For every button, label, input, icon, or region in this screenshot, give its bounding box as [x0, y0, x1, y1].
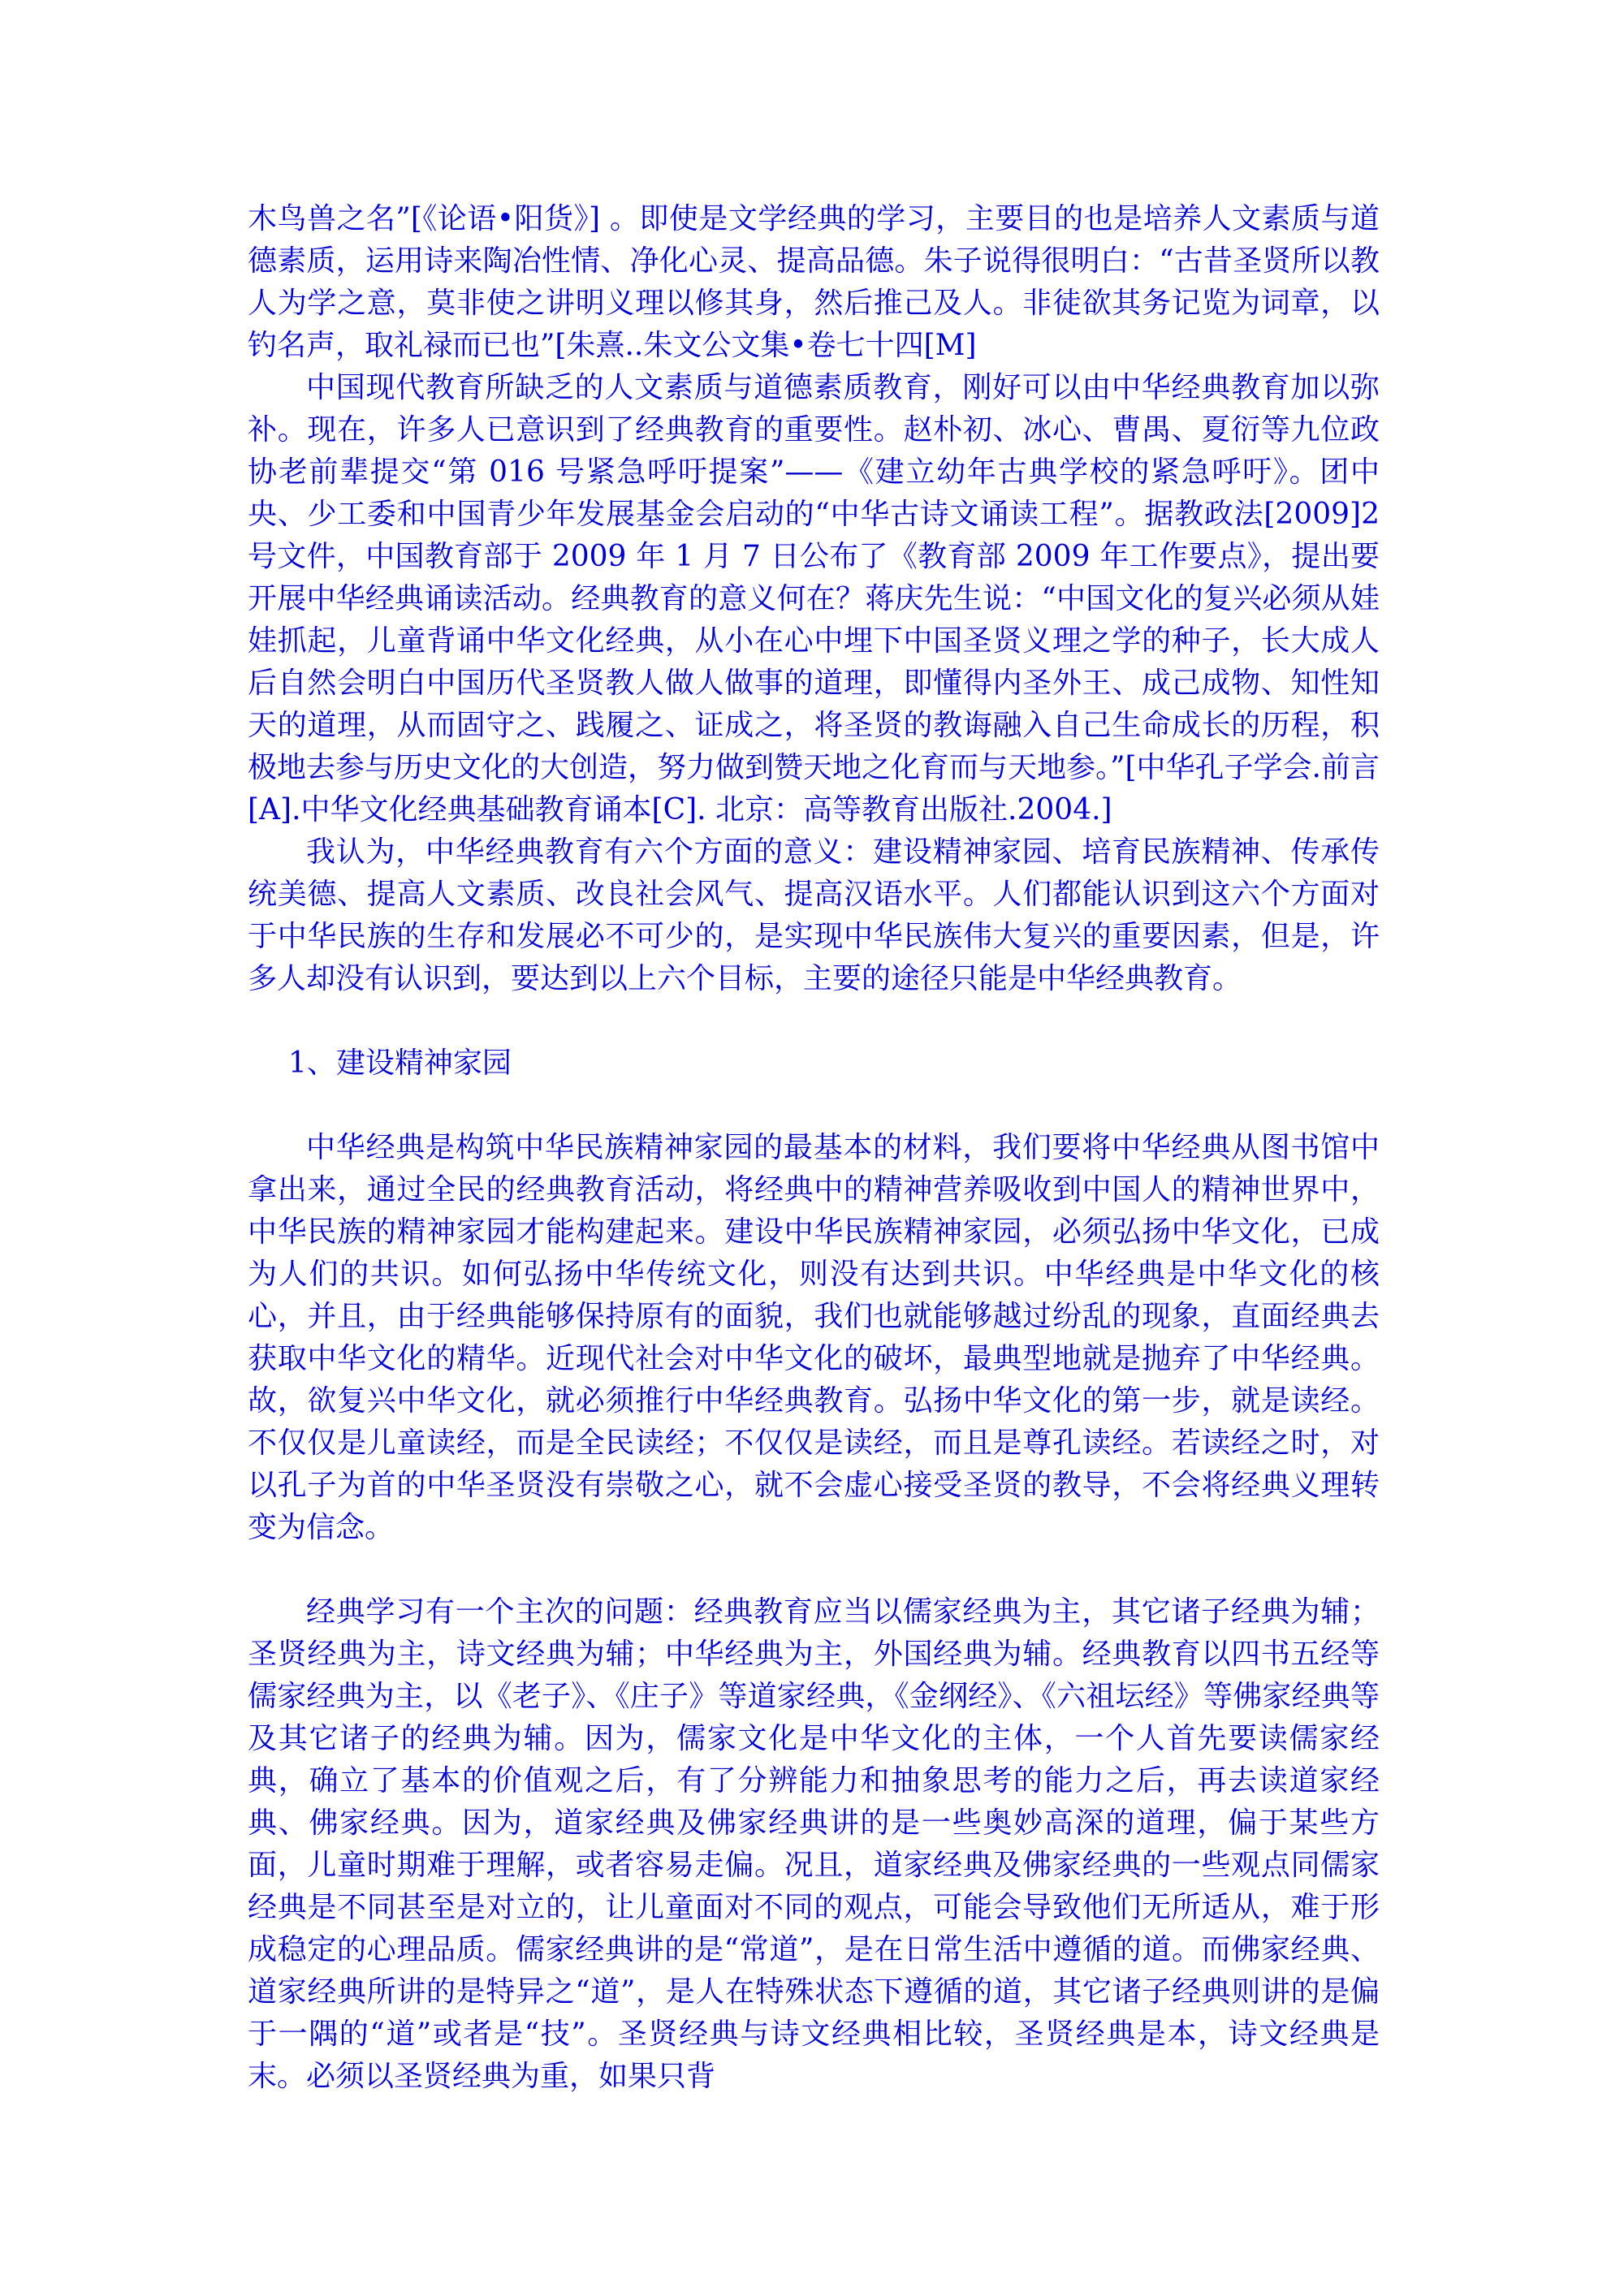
paragraph-continued: 木鸟兽之名”[《论语•阳货》] 。即使是文学经典的学习，主要目的也是培养人文素质与道德素质，运用诗来陶冶性情、净化心灵、提高品德。朱子说得很明白：“古昔圣贤所以教人为学之意，莫非使之讲明义理以修其身，然后推己及人。非徒欲其务记览为词章，以钓名声，取礼禄而已也”[朱熹..朱文公文集•卷七十四[M]	[248, 202, 1380, 362]
paragraph: 经典学习有一个主次的问题：经典教育应当以儒家经典为主，其它诸子经典为辅；圣贤经典为主，诗文经典为辅；中华经典为主，外国经典为辅。经典教育以四书五经等儒家经典为主，以《老子》、《庄子》等道家经典，《金纲经》、《六祖坛经》等佛家经典等及其它诸子的经典为辅。因为，儒家文化是中华文化的主体，一个人首先要读儒家经典，确立了基本的价值观之后，有了分辨能力和抽象思考的能力之后，再去读道家经典、佛家经典。因为，道家经典及佛家经典讲的是一些奥妙高深的道理，偏于某些方面，儿童时期难于理解，或者容易走偏。况且，道家经典及佛家经典的一些观点同儒家经典是不同甚至是对立的，让儿童面对不同的观点，可能会导致他们无所适从，难于形成稳定的心理品质。儒家经典讲的是“常道”，是在日常生活中遵循的道。而佛家经典、道家经典所讲的是特异之“道”，是人在特殊状态下遵循的道，其它诸子经典则讲的是偏于一隅的“道”或者是“技”。圣贤经典与诗文经典相比较，圣贤经典是本，诗文经典是末。必须以圣贤经典为重，如果只背	[248, 1595, 1380, 2093]
paragraph: 中华经典是构筑中华民族精神家园的最基本的材料，我们要将中华经典从图书馆中拿出来，通过全民的经典教育活动，将经典中的精神营养吸收到中国人的精神世界中，中华民族的精神家园才能构建起来。建设中华民族精神家园，必须弘扬中华文化，已成为人们的共识。如何弘扬中华传统文化，则没有达到共识。中华经典是中华文化的核心，并且，由于经典能够保持原有的面貌，我们也就能够越过纷乱的现象，直面经典去获取中华文化的精华。近现代社会对中华文化的破坏，最典型地就是抛弃了中华经典。故，欲复兴中华文化，就必须推行中华经典教育。弘扬中华文化的第一步，就是读经。不仅仅是儿童读经，而是全民读经；不仅仅是读经，而且是尊孔读经。若读经之时，对以孔子为首的中华圣贤没有崇敬之心，就不会虚心接受圣贤的教导，不会将经典义理转变为信念。	[248, 1131, 1380, 1544]
document-body	[248, 198, 1380, 2098]
paragraph: 我认为，中华经典教育有六个方面的意义：建设精神家园、培育民族精神、传承传统美德、提高人文素质、改良社会风气、提高汉语水平。人们都能认识到这六个方面对于中华民族的生存和发展必不可少的，是实现中华民族伟大复兴的重要因素，但是，许多人却没有认识到，要达到以上六个目标，主要的途径只能是中华经典教育。	[248, 835, 1380, 995]
section-heading: 1、建设精神家园	[288, 1047, 512, 1080]
paragraph: 中国现代教育所缺乏的人文素质与道德素质教育，刚好可以由中华经典教育加以弥补。现在，许多人已意识到了经典教育的重要性。赵朴初、冰心、曹禺、夏衍等九位政协老前辈提交“第 016 号紧急呼吁提案”——《建立幼年古典学校的紧急呼吁》。团中央、少工委和中国青少年发展基金会启动的“中华古诗文诵读工程”。据教政法[2009]2 号文件，中国教育部于 2009 年 1 月 7 日公布了《教育部 2009 年工作要点》，提出要开展中华经典诵读活动。经典教育的意义何在？蒋庆先生说：“中国文化的复兴必须从娃娃抓起，儿童背诵中华文化经典，从小在心中埋下中国圣贤义理之学的种子，长大成人后自然会明白中国历代圣贤教人做人做事的道理，即懂得内圣外王、成己成物、知性知天的道理，从而固守之、践履之、证成之，将圣贤的教诲融入自己生命成长的历程，积极地去参与历史文化的大创造，努力做到赞天地之化育而与天地参。”[中华孔子学会.前言[A].中华文化经典基础教育诵本[C]. 北京：高等教育出版社.2004.]	[248, 371, 1380, 826]
